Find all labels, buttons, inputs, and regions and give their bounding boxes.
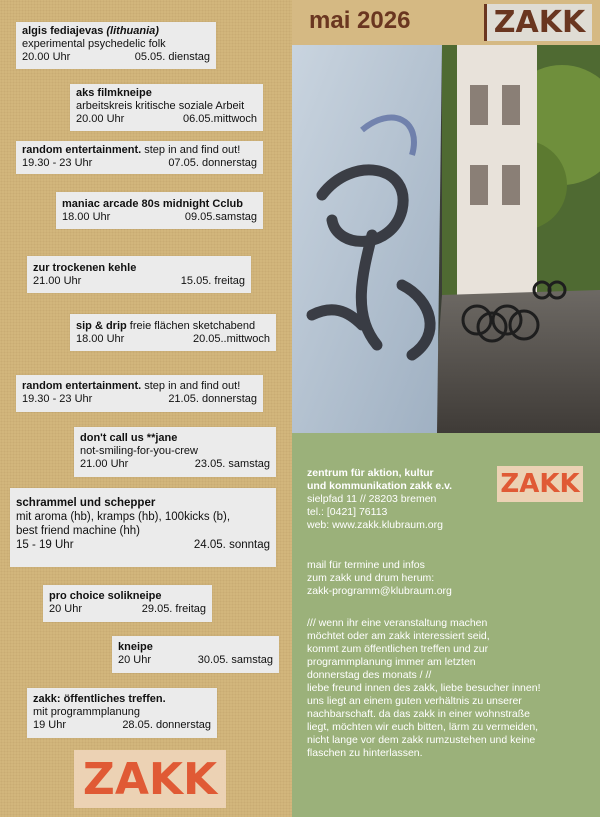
event-date: 05.05. dienstag — [134, 51, 210, 63]
event-desc: mit programmplanung — [33, 706, 140, 718]
event-desc2: best friend machine (hh) — [16, 525, 141, 537]
notice-line: nicht lange vor dem zakk rumzustehen und keine — [307, 734, 536, 746]
event-card — [27, 256, 251, 293]
notice-line: flaschen zu hinterlassen. — [307, 747, 423, 759]
notice-line: kommt zum öffentlichen treffen und zur — [307, 643, 489, 655]
event-time: 21.00 Uhr — [33, 275, 82, 287]
event-title: pro choice solikneipe — [49, 590, 162, 602]
event-title: schrammel und schepper — [16, 497, 156, 509]
event-date: 09.05.samstag — [184, 211, 257, 223]
event-time: 19 Uhr — [33, 719, 67, 731]
notice-line: liebe freund innen des zakk, liebe besucher innen! — [307, 682, 541, 694]
event-title: random entertainment. — [22, 144, 142, 156]
event-card — [56, 192, 263, 229]
event-desc: mit aroma (hb), kramps (hb), 100kicks (b), — [16, 511, 231, 523]
zakk-logo-bottom: ZAKK — [74, 750, 226, 808]
event-time: 15 - 19 Uhr — [16, 539, 74, 551]
org-line-1: zentrum für aktion, kultur — [307, 467, 434, 479]
event-date: 28.05. donnerstag — [122, 719, 211, 731]
event-desc: arbeitskreis kritische soziale Arbeit — [76, 100, 245, 112]
event-time: 21.00 Uhr — [80, 458, 129, 470]
zakk-logo-top: ZAKK — [484, 4, 592, 41]
street-photo — [292, 45, 600, 433]
event-card — [16, 22, 216, 69]
org-line-2: und kommunikation zakk e.v. — [307, 480, 453, 492]
event-title: aks filmkneipe — [76, 87, 152, 99]
event-title: kneipe — [118, 641, 153, 653]
mail-block — [307, 559, 452, 598]
event-card — [43, 585, 212, 622]
event-card — [27, 688, 217, 738]
notice-line: nachbarschaft. da das zakk in einer wohnstraße — [307, 708, 530, 720]
address: sielpfad 11 // 28203 bremen — [307, 493, 437, 505]
event-date: 30.05. samstag — [197, 654, 273, 666]
event-title-rest: freie flächen sketchabend — [126, 320, 256, 332]
notice-line: donnerstag des monats / // — [307, 669, 432, 681]
telephone: tel.: [0421] 76113 — [307, 506, 388, 518]
notice-line: möchtet oder am zakk interessiert seid, — [307, 630, 490, 642]
event-card — [74, 427, 276, 477]
event-time: 18.00 Uhr — [76, 333, 125, 345]
event-time: 20 Uhr — [49, 603, 83, 615]
event-time: 19.30 - 23 Uhr — [22, 393, 93, 405]
event-title: zur trockenen kehle — [33, 262, 137, 274]
event-title: algis fediajevas — [22, 25, 104, 37]
event-date: 21.05. donnerstag — [168, 393, 257, 405]
event-card — [70, 84, 263, 131]
event-card — [16, 141, 263, 174]
event-card — [70, 314, 276, 351]
event-card — [112, 636, 279, 673]
notice-line: programmplanung immer am letzten — [307, 656, 476, 668]
event-title: maniac arcade 80s midnight Cclub — [62, 198, 243, 210]
info-panel — [292, 433, 600, 817]
event-title: zakk: öffentliches treffen. — [33, 693, 166, 705]
notice-block — [307, 617, 541, 760]
event-date: 20.05..mittwoch — [192, 333, 270, 345]
event-card — [16, 375, 263, 412]
event-title: don't call us **jane — [80, 432, 178, 444]
event-title: sip & drip — [76, 320, 127, 332]
event-desc: experimental psychedelic folk — [22, 38, 166, 50]
event-title: random entertainment. — [22, 380, 142, 392]
event-time: 20.00 Uhr — [76, 113, 125, 125]
event-date: 06.05.mittwoch — [183, 113, 257, 125]
event-title-rest: step in and find out! — [141, 144, 241, 156]
notice-line: liegt, möchten wir euch bitten, lärm zu vermeiden, — [307, 721, 539, 733]
event-title-rest: step in and find out! — [141, 380, 241, 392]
website-link[interactable]: web: www.zakk.klubraum.org — [307, 519, 443, 531]
email-link[interactable]: zakk-programm@klubraum.org — [307, 585, 452, 597]
notice-line: /// wenn ihr eine veranstaltung machen — [307, 617, 488, 629]
event-title-extra: (lithuania) — [106, 25, 159, 37]
mail-line-1: mail für termine und infos — [307, 559, 425, 571]
org-block — [307, 467, 452, 532]
event-desc: not-smiling-for-you-crew — [80, 445, 198, 457]
event-time: 20 Uhr — [118, 654, 152, 666]
event-date: 15.05. freitag — [180, 275, 245, 287]
event-time: 19.30 - 23 Uhr — [22, 157, 93, 169]
event-date: 23.05. samstag — [194, 458, 270, 470]
month-title: mai 2026 — [309, 7, 411, 34]
event-time: 18.00 Uhr — [62, 211, 111, 223]
zakk-logo-info: ZAKK — [497, 466, 583, 502]
event-card — [10, 488, 276, 567]
notice-line: uns liegt an einem guten verhältnis zu unserer — [307, 695, 522, 707]
mail-line-2: zum zakk und drum herum: — [307, 572, 435, 584]
event-time: 20.00 Uhr — [22, 51, 71, 63]
event-date: 29.05. freitag — [141, 603, 206, 615]
event-date: 07.05. donnerstag — [168, 157, 257, 169]
event-date: 24.05. sonntag — [193, 539, 270, 551]
